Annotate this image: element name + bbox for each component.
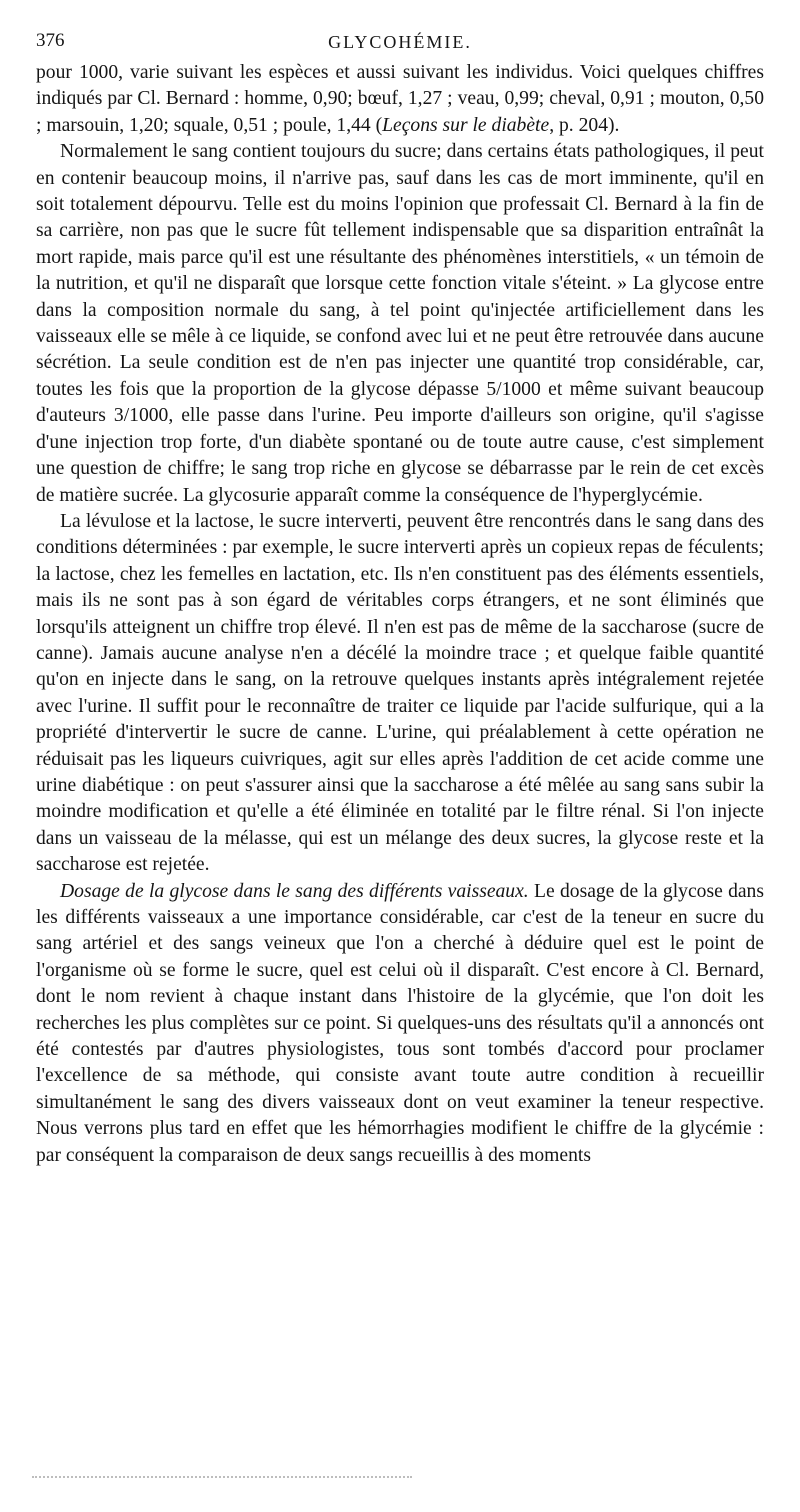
paragraph-levulose-lactose: La lévulose et la lactose, le sucre interverti, peuvent être rencontrés dans le sang dans des conditions déterminées : par exemple, le sucre interverti après un copieux repas de féculents; la lactose, chez les femelles en lactation, etc. Ils n'en constituent pas des éléments essentiels, mais ils ne sont pas à son égard de véritables corps étrangers, et ne sont éliminés que lorsqu'ils atteignent un chiffre trop élevé. Il n'en est pas de même de la saccharose (sucre de canne). Jamais aucune analyse n'en a décélé la moindre trace ; et quelque faible quantité qu'on en injecte dans le sang, on la retrouve quelques instants après intégralement rejetée avec l'urine. Il suffit pour le reconnaître de traiter ce liquide par l'acide sulfurique, qui a la propriété d'intervertir le sucre de canne. L'urine, qui préalablement à cette opération ne réduisait pas les liqueurs cuivriques, agit sur elles après l'addition de cet acide comme une urine diabétique : on peut s'assurer ainsi que la saccharose a été mêlée au sang sans subir la moindre modification et qu'elle a été éliminée en totalité par le filtre rénal. Si l'on injecte dans un vaisseau de la mélasse, qui est un mélange des deux sucres, la glycose reste et la saccharose est rejetée. xyxy=(36,510,764,876)
running-title: GLYCOHÉMIE. xyxy=(328,32,472,52)
page-number: 376 xyxy=(36,30,65,51)
paragraph-blood-sugar: Normalement le sang contient toujours du sucre; dans certains états pathologiques, il peut en contenir beaucoup moins, il n'arrive pas, sauf dans les cas de mort imminente, qu'il en soit totalement dépourvu. Telle est du moins l'opinion que professait Cl. Bernard à la fin de sa carrière, non pas que le sucre fût tellement indispensable que sa disparition entraînât la mort rapide, mais parce qu'il est une résultante des phénomènes interstitiels, « un témoin de la nutrition, et qu'il ne disparaît que lorsque cette fonction vitale s'éteint. » La glycose entre dans la composition normale du sang, à tel point qu'injectée artificiellement dans les vaisseaux elle se mêle à ce liquide, se confond avec lui et ne peut être retrouvée dans aucune sécrétion. La seule condition est de n'en pas injecter une quantité trop considérable, car, toutes les fois que la proportion de la glycose dépasse 5/1000 et même suivant beaucoup d'auteurs 3/1000, elle passe dans l'urine. Peu importe d'ailleurs son origine, qu'il s'agisse d'une injection trop forte, d'un diabète spontané ou de toute autre cause, c'est simplement une question de chiffre; le sang trop riche en glycose se débarrasse par le rein de cet excès de matière sucrée. La glycosurie apparaît comme la conséquence de l'hyperglycémie. xyxy=(36,141,764,506)
page-header xyxy=(36,30,764,60)
page-body xyxy=(36,60,764,1169)
book-page xyxy=(36,30,764,1169)
section-heading: Dosage de la glycose dans le sang des différents vaisseaux. xyxy=(60,880,529,902)
paragraph-glucose-dosage: Dosage de la glycose dans le sang des différents vaisseaux. Le dosage de la glycose dans les différents vaisseaux a une importance considérable, car c'est de la teneur en sucre du sang artériel et des sangs veineux que l'on a cherché à déduire quel est le point de l'organisme où se forme le sucre, quel est celui où il disparaît. C'est encore à Cl. Bernard, dont le nom revient à chaque instant dans l'histoire de la glycémie, que l'on doit les recherches les plus complètes sur ce point. Si quelques-uns des résultats qu'il a annoncés ont été contestés par d'autres physiologistes, tous sont tombés d'accord pour proclamer l'excellence de sa méthode, qui consiste avant toute autre condition à recueillir simultanément le sang des divers vaisseaux dont on veut examiner la teneur respective. Nous verrons plus tard en effet que les hémorrhagies modifient le chiffre de la glycémie : par conséquent la comparaison de deux sangs recueillis à des moments xyxy=(36,880,764,1166)
paragraph-continuation: pour 1000, varie suivant les espèces et aussi suivant les individus. Voici quelques chiffres indiqués par Cl. Bernard : homme, 0,90; bœuf, 1,27 ; veau, 0,99; cheval, 0,91 ; mouton, 0,50 ; marsouin, 1,20; squale, 0,51 ; poule, 1,44 (Leçons sur le diabète, p. 204). xyxy=(36,62,764,136)
page-bottom-rule xyxy=(32,1476,412,1478)
